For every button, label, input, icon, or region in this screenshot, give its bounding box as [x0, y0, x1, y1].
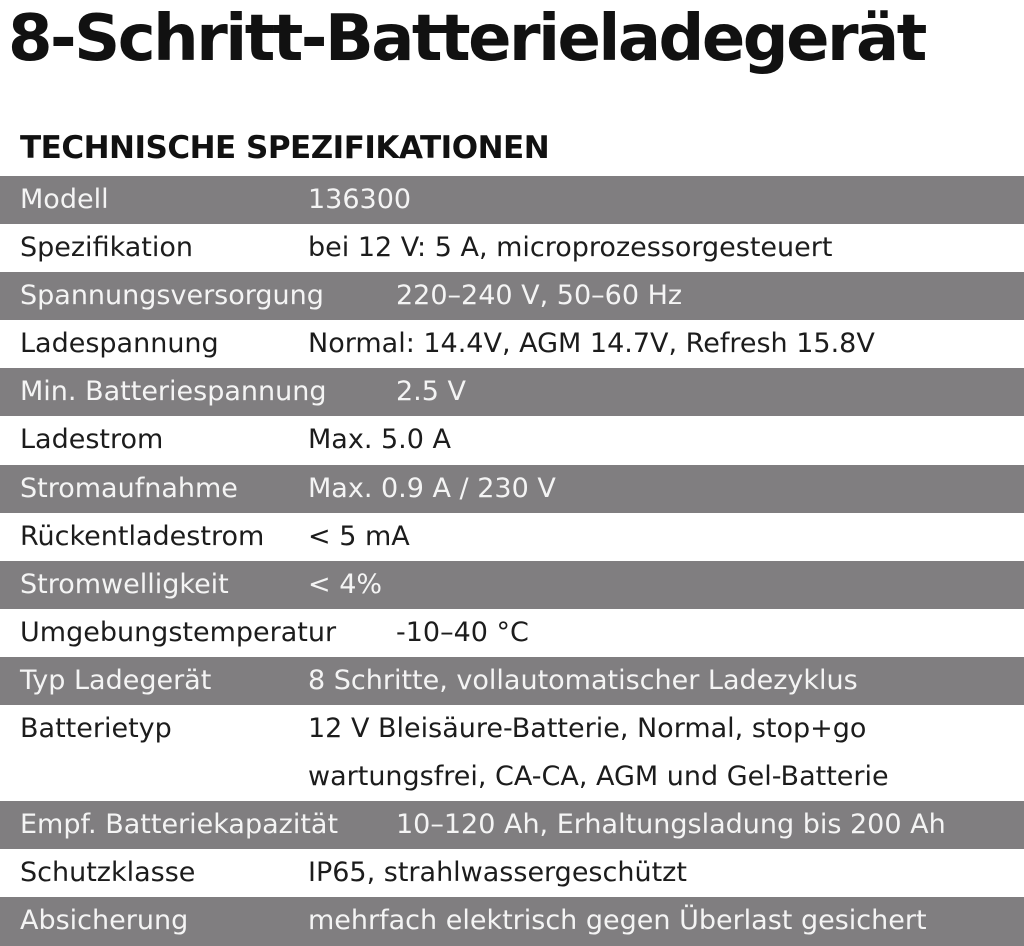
- spec-label: Stromwelligkeit: [20, 568, 229, 600]
- spec-row-stromwelligkeit: [0, 561, 1024, 609]
- spec-value: 10–120 Ah, Erhaltungsladung bis 200 Ah: [396, 809, 946, 841]
- spec-label: Absicherung: [20, 905, 189, 937]
- spec-value: 12 V Bleisäure-Batterie, Normal, stop+go wartungsfrei, CA-CA, AGM und Gel-Batterie: [308, 713, 889, 793]
- spec-value: bei 12 V: 5 A, microprozessorgesteuert: [308, 232, 833, 264]
- spec-value: 220–240 V, 50–60 Hz: [396, 280, 683, 312]
- spec-value: 2.5 V: [396, 376, 466, 408]
- spec-value: 136300: [308, 184, 412, 215]
- spec-label: Ladespannung: [20, 328, 219, 360]
- spec-value: -10–40 °C: [396, 616, 529, 648]
- spec-row-rueckentladestrom: [0, 513, 1024, 561]
- spec-row-empf-batteriekapazitaet: [0, 801, 1024, 849]
- spec-label: Rückentladestrom: [20, 520, 265, 552]
- spec-label: Schutzklasse: [20, 857, 196, 889]
- spec-value: Max. 5.0 A: [308, 424, 451, 456]
- spec-label: Spezifikation: [20, 232, 193, 264]
- page-title: 8-Schritt-Batterieladegerät: [8, 2, 925, 76]
- spec-label: Stromaufnahme: [20, 472, 238, 504]
- spec-label: Min. Batteriespannung: [20, 376, 327, 408]
- spec-value: mehrfach elektrisch gegen Überlast gesichert: [308, 905, 927, 937]
- spec-row-typ-ladegeraet: [0, 657, 1024, 705]
- spec-row-absicherung: [0, 897, 1024, 945]
- spec-row-spannungsversorgung: [0, 272, 1024, 320]
- spec-row-min-batteriespannung: [0, 368, 1024, 416]
- spec-label: Spannungsversorgung: [20, 280, 324, 312]
- spec-label: Umgebungstemperatur: [20, 616, 337, 648]
- spec-row-schutzklasse: [0, 849, 1024, 897]
- spec-row-spezifikation: [0, 224, 1024, 272]
- spec-value: IP65, strahlwassergeschützt: [308, 857, 687, 889]
- spec-row-umgebungstemperatur: [0, 609, 1024, 657]
- spec-row-stromaufnahme: [0, 465, 1024, 513]
- spec-label: Modell: [20, 184, 109, 215]
- spec-value: Max. 0.9 A / 230 V: [308, 472, 556, 504]
- spec-row-ladespannung: [0, 320, 1024, 368]
- spec-label: Empf. Batteriekapazität: [20, 809, 339, 841]
- spec-value: Normal: 14.4V, AGM 14.7V, Refresh 15.8V: [308, 328, 875, 360]
- spec-table: [0, 176, 1024, 946]
- spec-row-batterietyp: [0, 705, 1024, 801]
- spec-row-ladestrom: [0, 416, 1024, 464]
- spec-label: Typ Ladegerät: [20, 664, 212, 696]
- spec-value: 8 Schritte, vollautomatischer Ladezyklus: [308, 664, 858, 696]
- spec-row-modell: [0, 176, 1024, 224]
- spec-value: < 5 mA: [308, 520, 410, 552]
- spec-label: Batterietyp: [20, 713, 172, 745]
- spec-value: < 4%: [308, 568, 383, 600]
- section-heading: TECHNISCHE SPEZIFIKATIONEN: [20, 130, 550, 166]
- spec-label: Ladestrom: [20, 424, 164, 456]
